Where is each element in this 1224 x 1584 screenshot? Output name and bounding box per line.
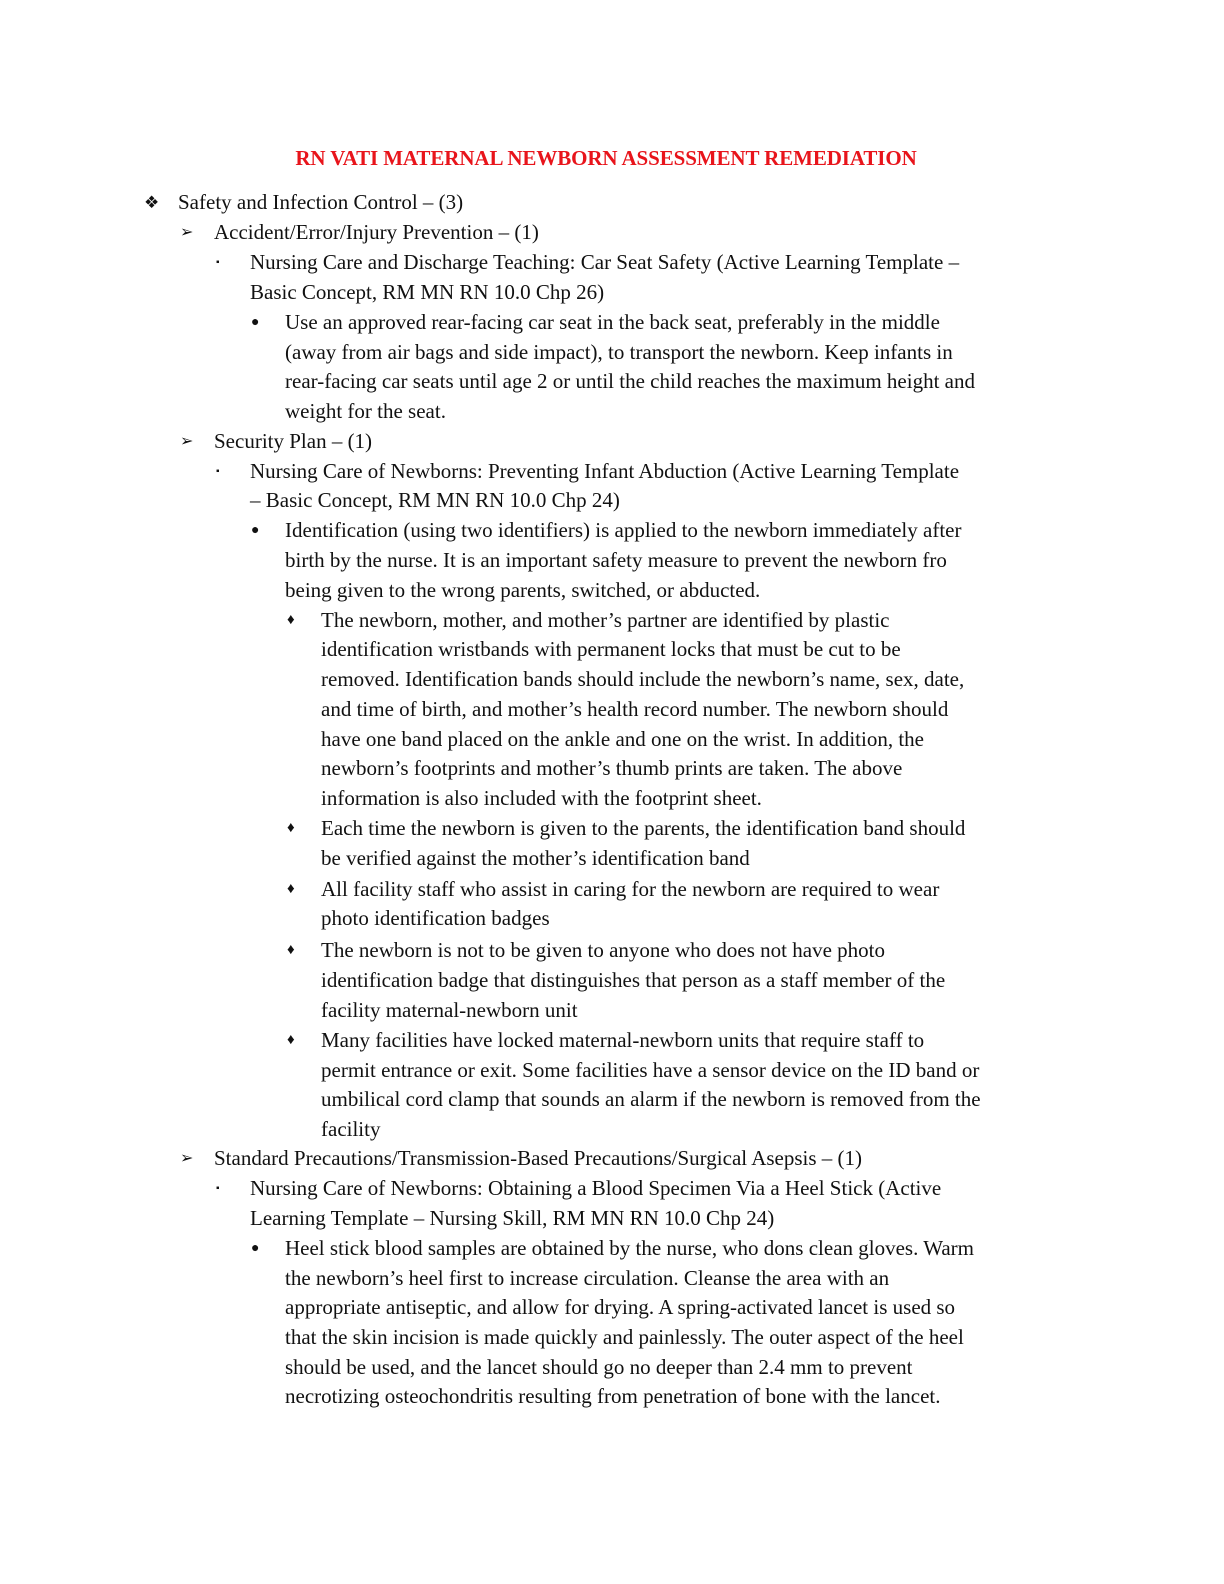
round-bullet-icon: ● <box>251 523 260 538</box>
heel-stick-point-line: necrotizing osteochondritis resulting from penetration of bone with the lancet. <box>285 1384 941 1408</box>
square-bullet-icon: ▪ <box>216 466 220 477</box>
square-bullet-icon: ▪ <box>216 257 220 268</box>
heel-stick-point-line: the newborn’s heel first to increase circulation. Cleanse the area with an <box>285 1266 890 1290</box>
small-diamond-bullet-icon: ♦ <box>287 881 295 897</box>
id-detail-line: photo identification badges <box>321 906 550 930</box>
identification-point-line: birth by the nurse. It is an important safety measure to prevent the newborn fro <box>285 548 947 572</box>
arrow-bullet-icon: ➢ <box>180 433 194 450</box>
small-diamond-bullet-icon: ♦ <box>287 942 295 958</box>
heel-stick-point-line: that the skin incision is made quickly and painlessly. The outer aspect of the heel <box>285 1325 964 1349</box>
id-detail-line: umbilical cord clamp that sounds an alarm if the newborn is removed from the <box>321 1087 981 1111</box>
subsection-security: Security Plan – (1) <box>214 429 373 453</box>
id-detail-line: removed. Identification bands should include the newborn’s name, sex, date, <box>321 667 965 691</box>
id-detail-line: identification wristbands with permanent locks that must be cut to be <box>321 637 901 661</box>
topic-abduction-line: Nursing Care of Newborns: Preventing Infant Abduction (Active Learning Template <box>250 459 960 483</box>
arrow-bullet-icon: ➢ <box>180 1150 194 1167</box>
id-detail-line: All facility staff who assist in caring for the newborn are required to wear <box>321 877 940 901</box>
id-detail-line: Each time the newborn is given to the parents, the identification band should <box>321 816 966 840</box>
arrow-bullet-icon: ➢ <box>180 224 194 241</box>
round-bullet-icon: ● <box>251 1241 260 1256</box>
car-seat-point-line: weight for the seat. <box>285 399 446 423</box>
small-diamond-bullet-icon: ♦ <box>287 820 295 836</box>
topic-heel-stick-line: Learning Template – Nursing Skill, RM MN RN 10.0 Chp 24) <box>250 1206 775 1230</box>
section-heading-safety: Safety and Infection Control – (3) <box>178 190 464 214</box>
subsection-accident: Accident/Error/Injury Prevention – (1) <box>214 220 539 244</box>
identification-point-line: Identification (using two identifiers) is applied to the newborn immediately after <box>285 518 962 542</box>
id-detail-line: The newborn, mother, and mother’s partner are identified by plastic <box>321 608 890 632</box>
document-title: RN VATI MATERNAL NEWBORN ASSESSMENT REMEDIATION <box>295 146 917 170</box>
heel-stick-point-line: appropriate antiseptic, and allow for drying. A spring-activated lancet is used so <box>285 1295 956 1319</box>
car-seat-point-line: (away from air bags and side impact), to transport the newborn. Keep infants in <box>285 340 953 364</box>
id-detail-line: The newborn is not to be given to anyone who does not have photo <box>321 938 885 962</box>
heel-stick-point-line: should be used, and the lancet should go no deeper than 2.4 mm to prevent <box>285 1355 913 1379</box>
topic-heel-stick-line: Nursing Care of Newborns: Obtaining a Blood Specimen Via a Heel Stick (Active <box>250 1176 942 1200</box>
car-seat-point-line: rear-facing car seats until age 2 or until the child reaches the maximum height and <box>285 369 975 393</box>
topic-car-seat-line: Basic Concept, RM MN RN 10.0 Chp 26) <box>250 280 605 304</box>
round-bullet-icon: ● <box>251 315 260 330</box>
id-detail-line: permit entrance or exit. Some facilities have a sensor device on the ID band or <box>321 1058 980 1082</box>
id-detail-line: information is also included with the footprint sheet. <box>321 786 762 810</box>
small-diamond-bullet-icon: ♦ <box>287 1032 295 1048</box>
id-detail-line: be verified against the mother’s identification band <box>321 846 750 870</box>
id-detail-line: facility <box>321 1117 381 1141</box>
subsection-precautions: Standard Precautions/Transmission-Based Precautions/Surgical Asepsis – (1) <box>214 1146 863 1170</box>
identification-point-line: being given to the wrong parents, switched, or abducted. <box>285 578 761 602</box>
small-diamond-bullet-icon: ♦ <box>287 612 295 628</box>
id-detail-line: identification badge that distinguishes that person as a staff member of the <box>321 968 946 992</box>
square-bullet-icon: ▪ <box>216 1183 220 1194</box>
diamond-bullet-icon: ❖ <box>144 193 160 212</box>
id-detail-line: Many facilities have locked maternal-newborn units that require staff to <box>321 1028 925 1052</box>
id-detail-line: have one band placed on the ankle and one on the wrist. In addition, the <box>321 727 924 751</box>
topic-abduction-line: – Basic Concept, RM MN RN 10.0 Chp 24) <box>250 488 620 512</box>
topic-car-seat-line: Nursing Care and Discharge Teaching: Car Seat Safety (Active Learning Template – <box>250 250 960 274</box>
id-detail-line: and time of birth, and mother’s health record number. The newborn should <box>321 697 949 721</box>
car-seat-point-line: Use an approved rear-facing car seat in the back seat, preferably in the middle <box>285 310 940 334</box>
heel-stick-point-line: Heel stick blood samples are obtained by the nurse, who dons clean gloves. Warm <box>285 1236 975 1260</box>
id-detail-line: newborn’s footprints and mother’s thumb prints are taken. The above <box>321 756 903 780</box>
id-detail-line: facility maternal-newborn unit <box>321 998 578 1022</box>
